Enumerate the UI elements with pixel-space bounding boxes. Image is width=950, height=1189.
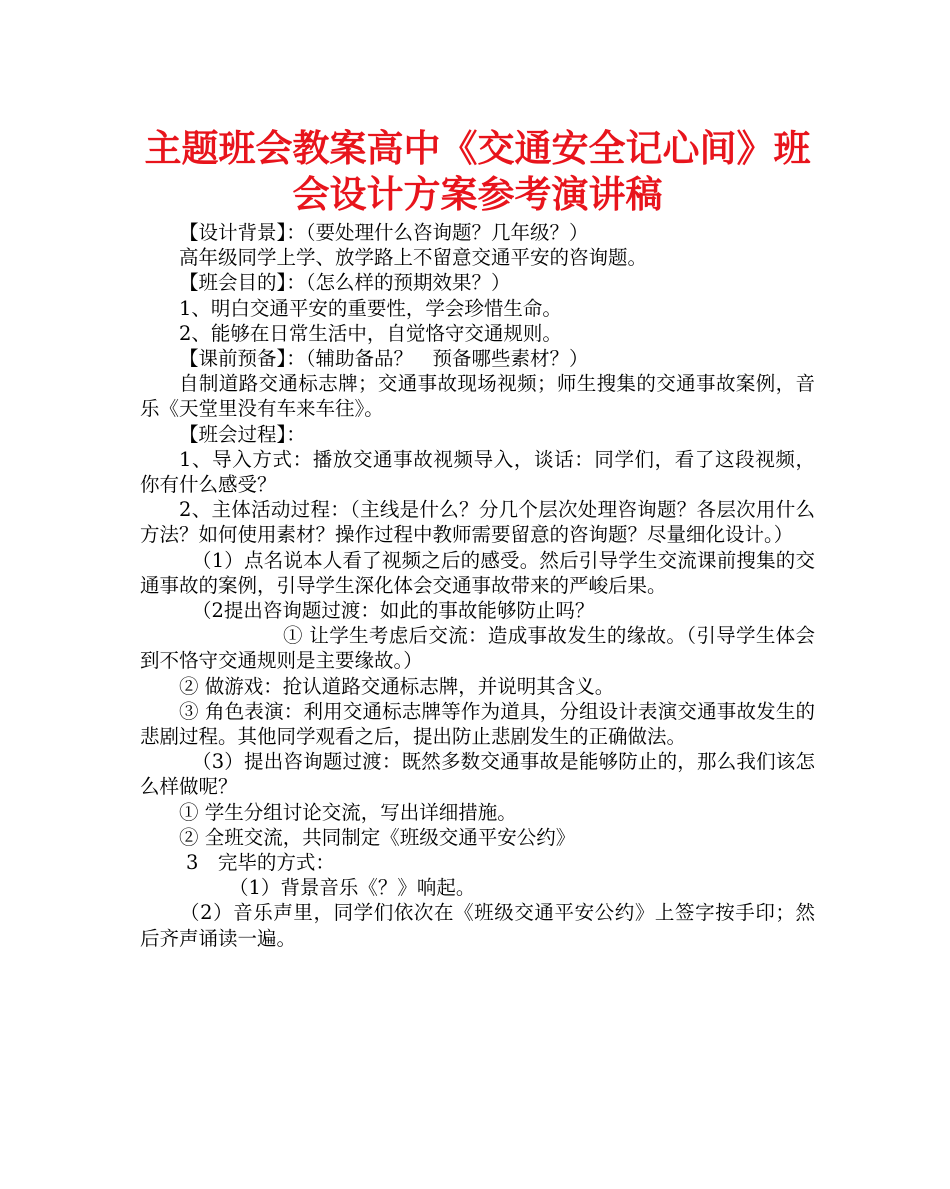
paragraph: ③ 角色表演：利用交通标志牌等作为道具，分组设计表演交通事故发生的悲剧过程。其他同学观看之后，提出防止悲剧发生的正确做法。 <box>140 699 815 749</box>
paragraph: 【设计背景】：（要处理什么咨询题？几年级？） <box>179 221 589 244</box>
paragraph: （2）音乐声里，同学们依次在《班级交通平安公约》上签字按手印；然后齐声诵读一遍。 <box>140 901 815 950</box>
document-title: 主题班会教案高中《交通安全记心间》班会设计方案参考演讲稿 <box>144 127 811 216</box>
paragraph: 自制道路交通标志牌；交通事故现场视频；师生搜集的交通事故案例，音乐《天堂里没有车来车往》。 <box>140 372 815 421</box>
paragraph: ① 学生分组讨论交流，写出详细措施。 <box>179 800 517 824</box>
paragraph: （3）提出咨询题过渡：既然多数交通事故是能够防止的，那么我们该怎么样做呢？ <box>140 750 815 799</box>
paragraph: 2、能够在日常生活中，自觉恪守交通规则。 <box>179 321 562 345</box>
document-page <box>140 126 815 951</box>
paragraph: 1、导入方式：播放交通事故视频导入，谈话：同学们，看了这段视频，你有什么感受？ <box>140 447 815 497</box>
paragraph: ① 让学生考虑后交流：造成事故发生的缘故。（引导学生体会到不恪守交通规则是主要缘故。） <box>140 624 815 673</box>
paragraph: ② 全班交流，共同制定《班级交通平安公约》 <box>179 825 576 849</box>
paragraph: （1）点名说本人看了视频之后的感受。然后引导学生交流课前搜集的交通事故的案例，引导学生深化体会交通事故带来的严峻后果。 <box>140 548 815 597</box>
paragraph: 2、主体活动过程：（主线是什么？分几个层次处理咨询题？各层次用什么方法？如何使用素材？操作过程中教师需要留意的咨询题？尽量细化设计。） <box>140 498 815 547</box>
paragraph: 【班会过程】： <box>179 422 306 446</box>
paragraph: （2提出咨询题过渡：如此的事故能够防止吗？ <box>192 599 595 623</box>
paragraph: 【课前预备】：（辅助备品？ 预备哪些素材？） <box>179 347 589 371</box>
paragraph: 3 完毕的方式： <box>186 851 335 875</box>
paragraph: （1）背景音乐《？》响起。 <box>229 876 476 900</box>
paragraph: 【班会目的】：（怎么样的预期效果？） <box>179 271 511 295</box>
paragraph: ② 做游戏：抢认道路交通标志牌，并说明其含义。 <box>179 674 615 698</box>
paragraph: 1、明白交通平安的重要性，学会珍惜生命。 <box>179 296 562 320</box>
document-body <box>140 220 815 951</box>
paragraph: 高年级同学上学、放学路上不留意交通平安的咨询题。 <box>179 246 648 270</box>
